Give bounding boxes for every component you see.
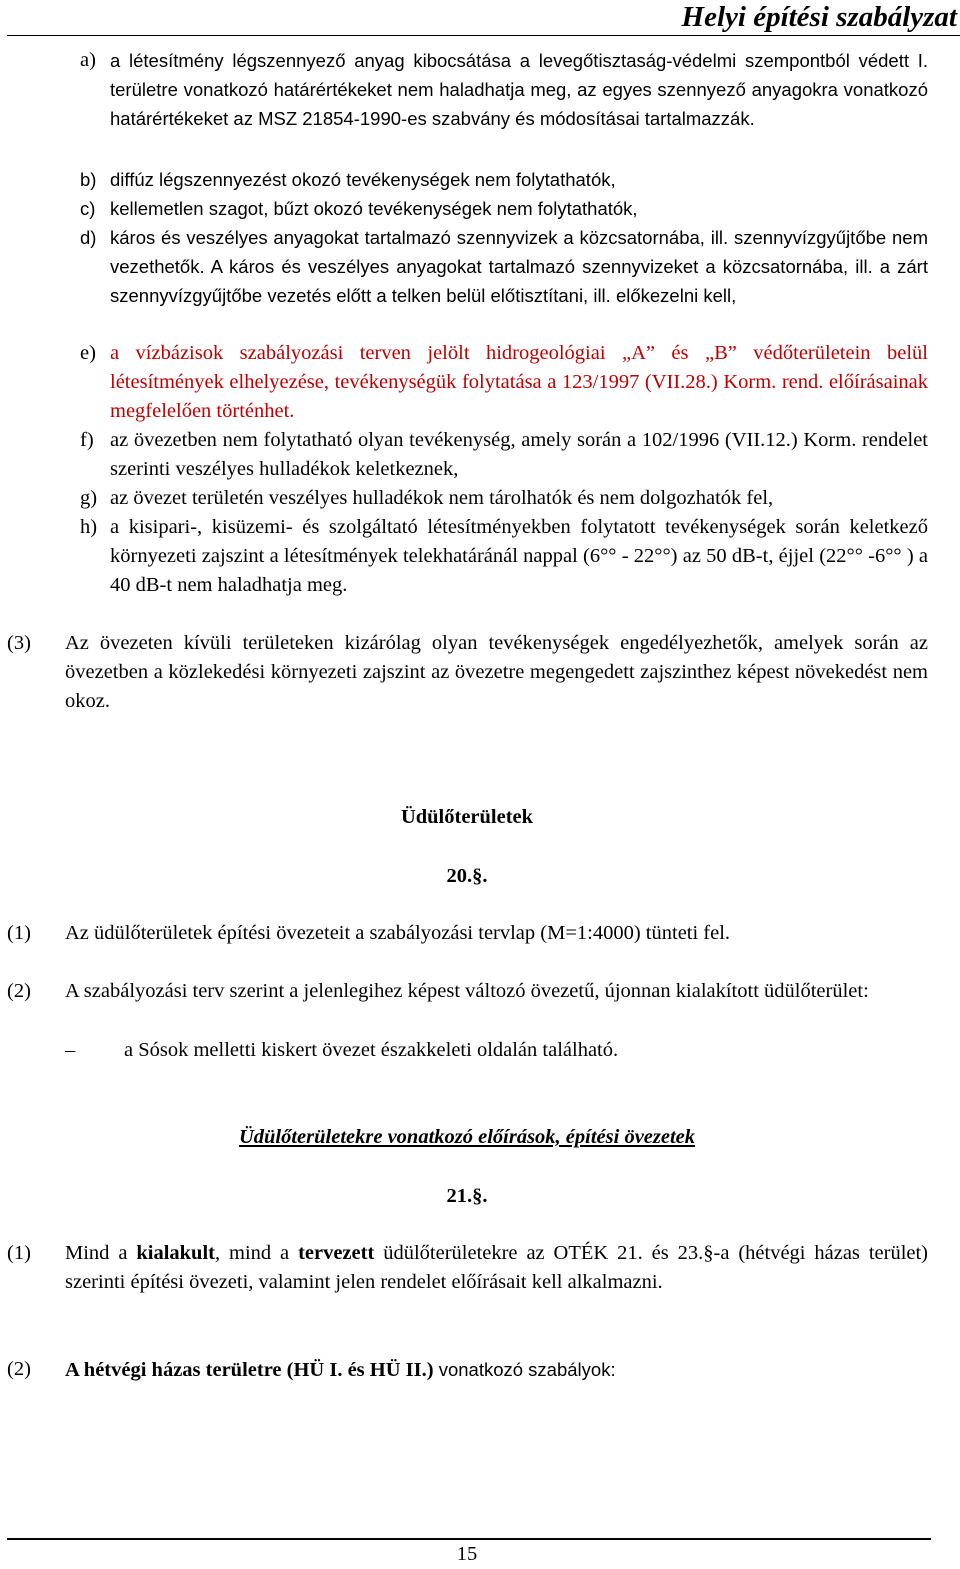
paragraph-2 — [7, 1355, 928, 1385]
list-item-text: a vízbázisok szabályozási terven jelölt hidrogeológiai „A” és „B” védőterületein belül létesítmények elhelyezése, tevékenységük folytatása a 123/1997 (VII.28.) Korm. rend. előírásainak megfelelően történhet. — [110, 342, 928, 422]
list-item-label: h) — [80, 516, 98, 538]
bold-term: tervezett — [298, 1242, 375, 1264]
list-item-text: az övezetben nem folytatható olyan tevékenység, amely során a 102/1996 (VII.12.) Korm. rendelet szerinti veszélyes hulladékok keletkeznek, — [110, 429, 928, 480]
list-item-text: diffúz légszennyezést okozó tevékenységek nem folytathatók, — [110, 169, 616, 190]
list-item-label: c) — [80, 198, 96, 219]
text-run: vonatkozó szabályok: — [433, 1359, 616, 1380]
paragraph-number: (1) — [7, 922, 31, 944]
list-item-label: b) — [80, 169, 97, 190]
section-number: 20.§. — [446, 865, 488, 887]
list-item-text: kellemetlen szagot, bűzt okozó tevékenységek nem folytathatók, — [110, 198, 638, 219]
text-run: üdülőterületekre az OTÉK 21. és 23.§-a (hétvégi házas terület) szerinti építési övezeti, valamint jelen rendelet előírásait kell alkalmazni. — [65, 1242, 929, 1293]
list-item-text: káros és veszélyes anyagokat tartalmazó szennyvizek a közcsatornába, ill. szennyvízgyűjtőbe nem vezethetők. A káros és veszélyes anyagokat tartalmazó szennyvizeket a közcsatornába, ill. a zárt szennyvízgyűjtőbe vezetés előtt a telken belül előtisztítani, ill. előkezelni kell, — [110, 227, 928, 306]
paragraph-text — [65, 1355, 928, 1385]
list-item-text: a kisipari-, kisüzemi- és szolgáltató létesítményekben folytatott tevékenységek során keletkező környezeti zajszint a létesítmények telekhatáránál nappal (6°° - 22°°) az 50 dB-t, éjjel (22°° -6°° ) a 40 dB-t nem haladhatja meg. — [110, 516, 928, 596]
list-item-f — [80, 426, 928, 484]
list-item-label: d) — [80, 227, 97, 248]
paragraph-2 — [7, 977, 928, 1006]
list-item-g — [80, 484, 928, 513]
bold-term: A hétvégi házas területre (HÜ I. és HÜ II.) — [65, 1359, 434, 1381]
section-title: Üdülőterületekre vonatkozó előírások, építési övezetek — [238, 1126, 696, 1148]
paragraph-number: (2) — [7, 980, 31, 1002]
paragraph-text — [65, 1239, 928, 1297]
paragraph-3 — [7, 629, 928, 716]
list-item-e — [80, 339, 928, 426]
list-item-a — [80, 46, 928, 133]
section-title: Üdülőterületek — [400, 806, 534, 828]
paragraph-text: Az övezeten kívüli területeken kizárólag olyan tevékenységek engedélyezhetők, amelyek során az övezetben a közlekedési környezeti zajszint az övezetre megengedett zajszinthez képest növekedést nem okoz. — [65, 632, 928, 712]
text-run: , mind a — [214, 1242, 299, 1264]
list-item-d — [80, 223, 928, 310]
paragraph-text: Az üdülőterületek építési övezeteit a szabályozási tervlap (M=1:4000) tünteti fel. — [65, 922, 731, 944]
list-item-c — [80, 194, 928, 223]
list-item-text: a létesítmény légszennyező anyag kibocsátása a levegőtisztaság-védelmi szempontból védett I. területre vonatkozó határértékeket nem haladhatja meg, az egyes szennyező anyagokra vonatkozó határértékeket az MSZ 21854-1990-es szabvány és módosításai tartalmazzák. — [110, 50, 928, 129]
dash-bullet: – — [65, 1039, 76, 1061]
paragraph-1 — [7, 919, 928, 948]
dash-item-text: a Sósok melletti kiskert övezet északkeleti oldalán található. — [124, 1039, 619, 1061]
list-item-label: f) — [80, 429, 94, 451]
paragraph-1 — [7, 1239, 928, 1297]
page-number: 15 — [456, 1543, 478, 1565]
paragraph-number: (1) — [7, 1242, 31, 1264]
list-item-label: a) — [80, 49, 96, 71]
list-item-label: e) — [80, 342, 96, 364]
paragraph-text: A szabályozási terv szerint a jelenlegihez képest változó övezetű, újonnan kialakított üdülőterület: — [65, 980, 869, 1002]
text-run: Mind a — [65, 1242, 137, 1264]
list-item-h — [80, 513, 928, 600]
list-item-b — [80, 165, 928, 194]
paragraph-number: (2) — [7, 1358, 31, 1380]
bold-term: kialakult — [136, 1242, 215, 1264]
list-item-label: g) — [80, 487, 98, 509]
section-number: 21.§. — [446, 1185, 488, 1207]
paragraph-number: (3) — [7, 632, 31, 654]
header-title: Helyi építési szabályzat — [681, 1, 957, 33]
list-item-text: az övezet területén veszélyes hulladékok nem tárolhatók és nem dolgozhatók fel, — [110, 487, 774, 509]
header-rule — [7, 35, 960, 36]
